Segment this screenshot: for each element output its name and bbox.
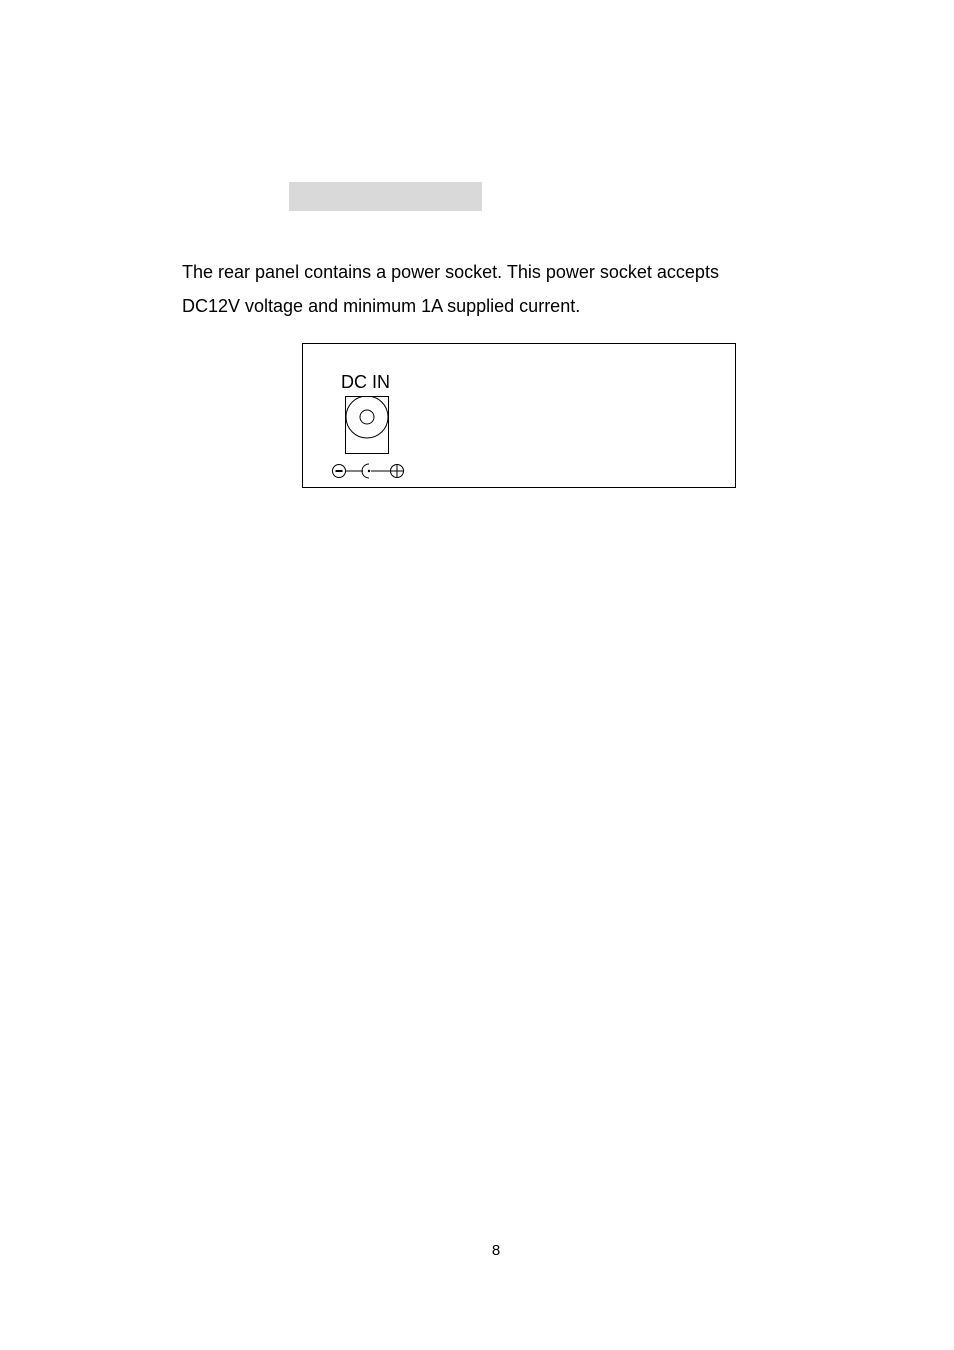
page-number: 8 [491,1242,501,1259]
dc-power-jack-icon [345,396,389,454]
rear-panel-description [182,255,802,323]
center-positive-polarity-icon [331,462,405,480]
section-heading-highlight [289,182,482,211]
rear-panel-diagram [302,343,736,488]
dc-in-label: DC IN [341,372,390,392]
description-line-2: DC12V voltage and minimum 1A supplied current. [182,296,581,316]
description-line-1: The rear panel contains a power socket. This power socket accepts [182,262,719,282]
